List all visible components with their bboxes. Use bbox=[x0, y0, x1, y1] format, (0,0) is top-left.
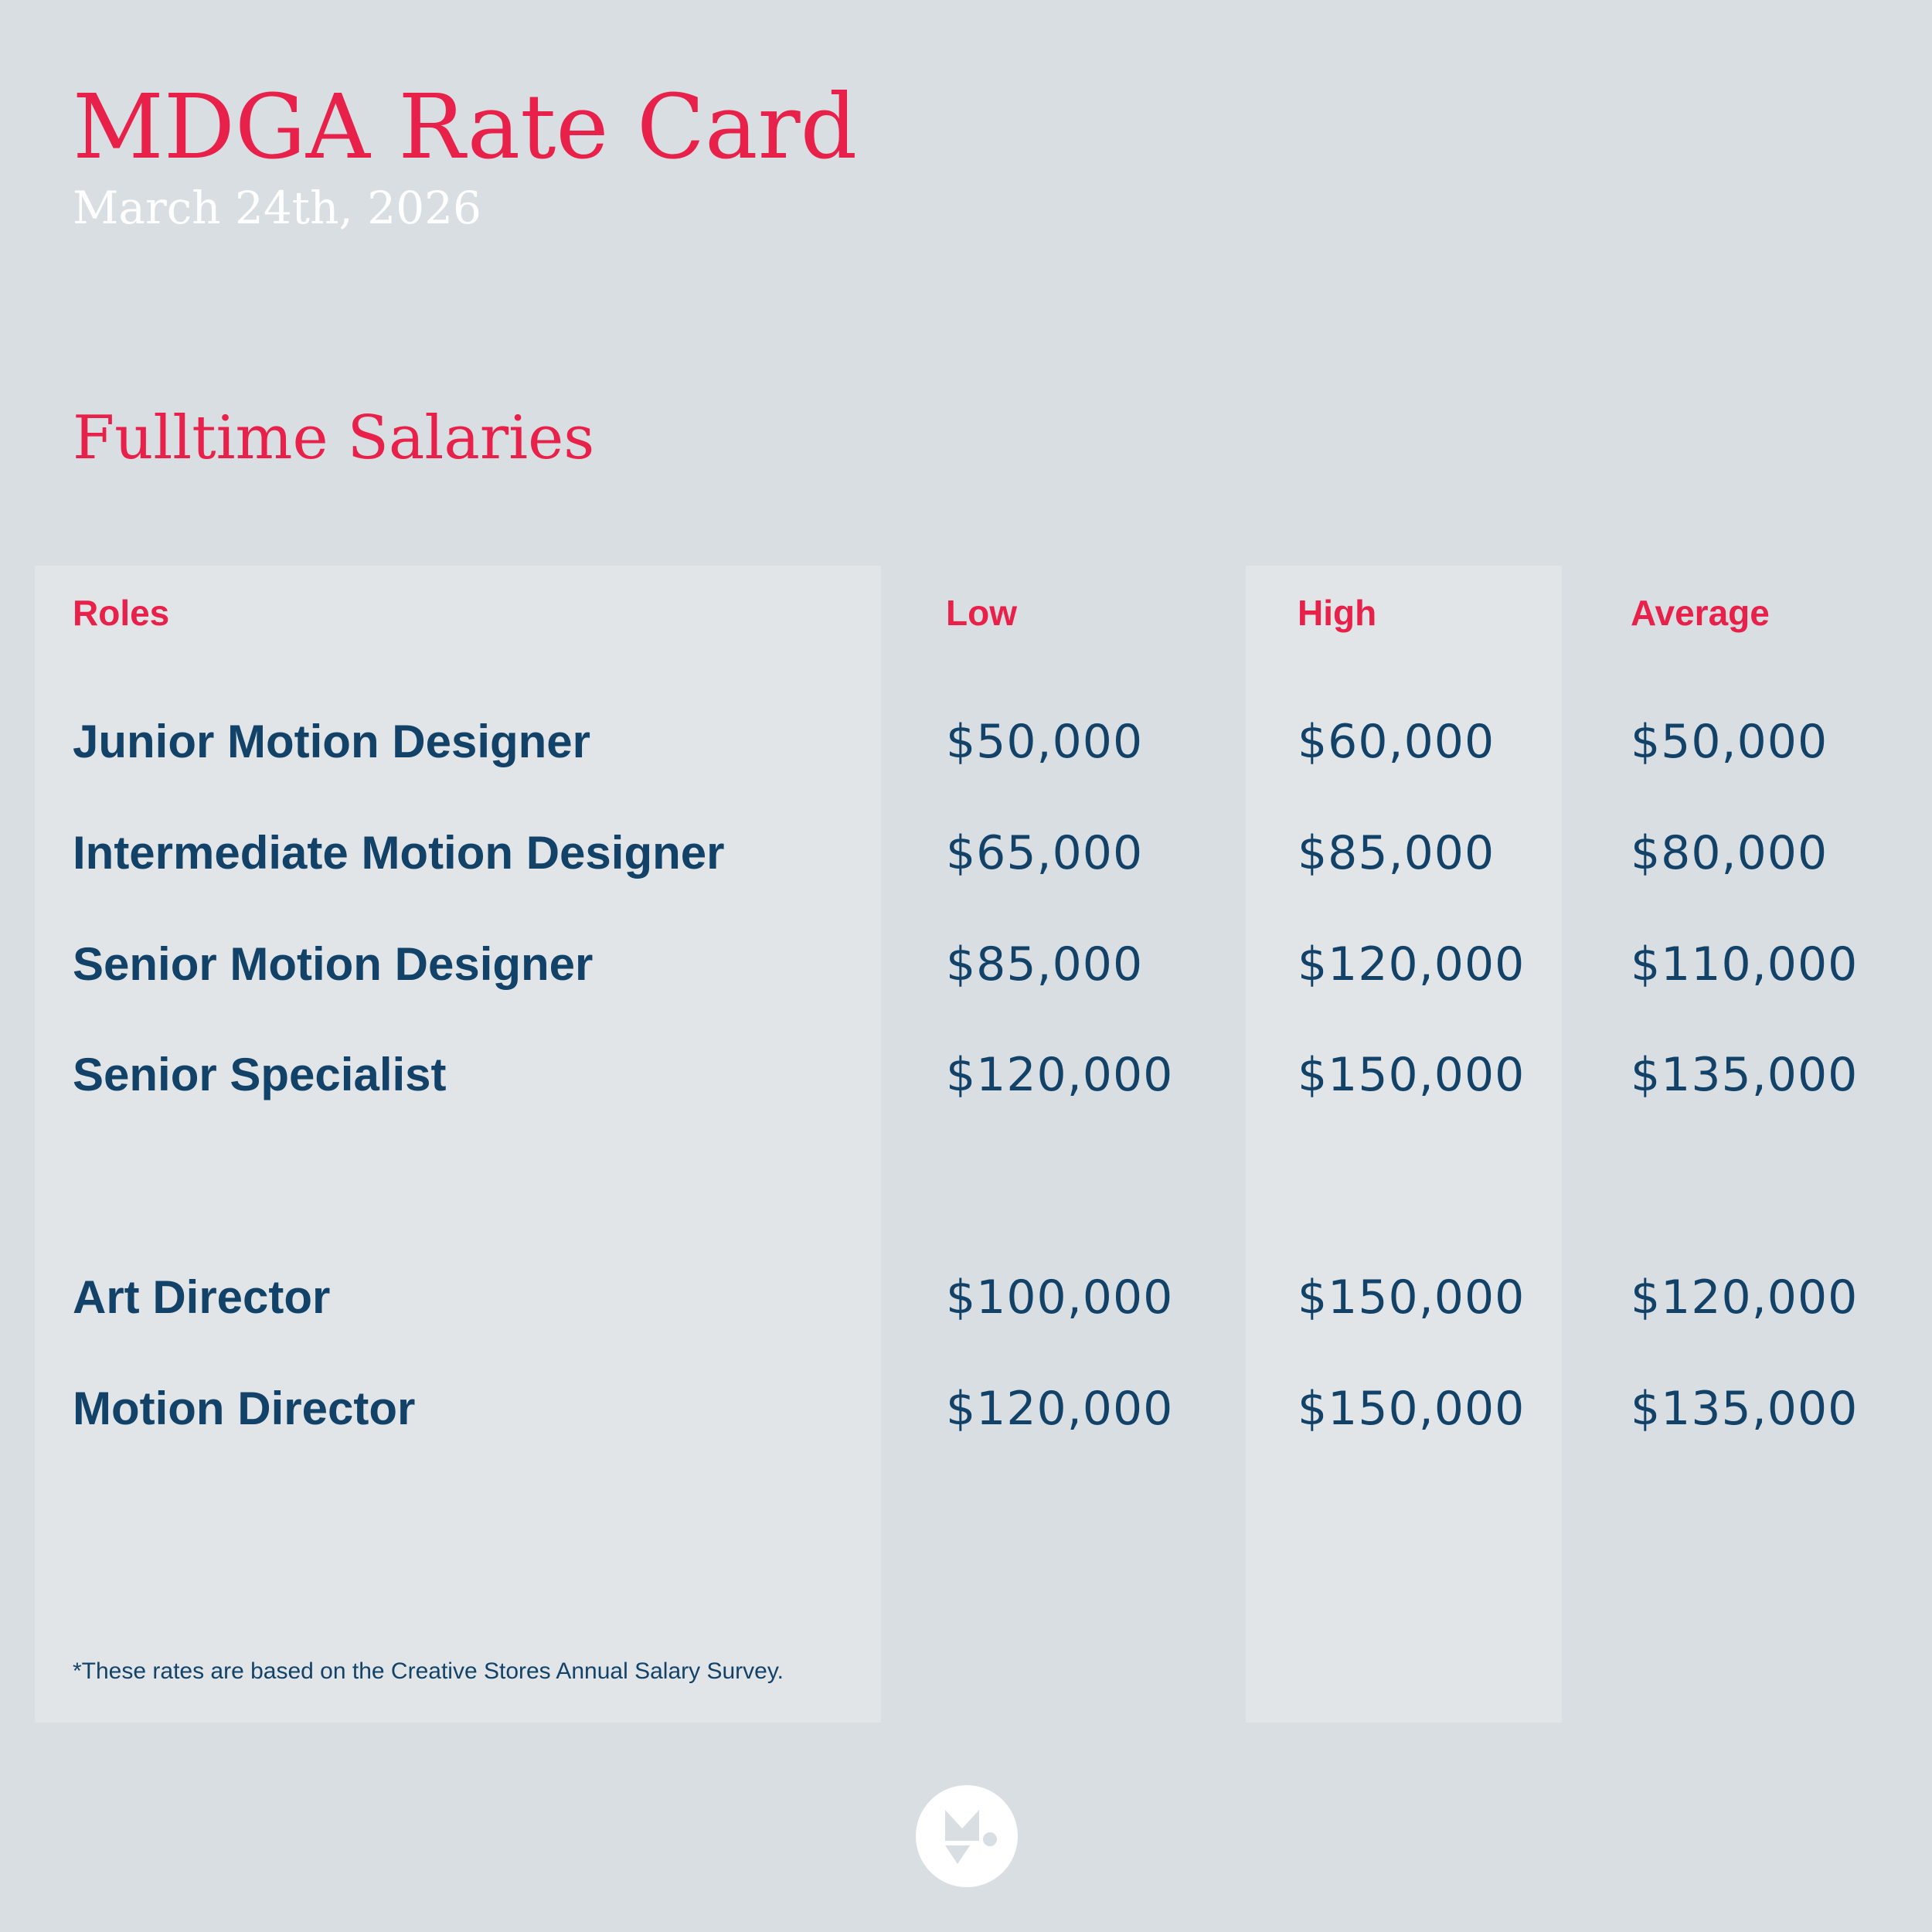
role-name: Senior Specialist bbox=[73, 1049, 447, 1100]
role-name: Senior Motion Designer bbox=[73, 938, 594, 990]
average-value: $50,000 bbox=[1631, 715, 1828, 769]
page-title: MDGA Rate Card bbox=[73, 76, 858, 179]
table-row bbox=[0, 930, 1932, 999]
table-row bbox=[0, 1374, 1932, 1444]
role-name: Junior Motion Designer bbox=[73, 716, 591, 767]
high-value: $120,000 bbox=[1298, 937, 1526, 992]
high-value: $60,000 bbox=[1298, 715, 1495, 769]
role-name: Art Director bbox=[73, 1271, 331, 1323]
date-label: March 24th, 2026 bbox=[73, 182, 481, 234]
footnote: *These rates are based on the Creative Stores Annual Salary Survey. bbox=[73, 1658, 784, 1684]
high-value: $150,000 bbox=[1298, 1382, 1526, 1436]
high-value: $150,000 bbox=[1298, 1270, 1526, 1325]
average-value: $80,000 bbox=[1631, 826, 1828, 880]
column-header-low: Low bbox=[946, 593, 1017, 633]
table-row bbox=[0, 1263, 1932, 1332]
high-value: $85,000 bbox=[1298, 826, 1495, 880]
role-name: Intermediate Motion Designer bbox=[73, 827, 725, 879]
low-value: $100,000 bbox=[946, 1270, 1174, 1325]
average-value: $135,000 bbox=[1631, 1382, 1859, 1436]
table-row bbox=[0, 707, 1932, 777]
column-header-average: Average bbox=[1631, 593, 1770, 633]
mdga-logo-icon bbox=[916, 1785, 1018, 1887]
low-value: $120,000 bbox=[946, 1048, 1174, 1102]
column-header-high: High bbox=[1298, 593, 1377, 633]
column-header-roles: Roles bbox=[73, 593, 170, 633]
low-value: $65,000 bbox=[946, 826, 1144, 880]
low-value: $85,000 bbox=[946, 937, 1144, 992]
high-value: $150,000 bbox=[1298, 1048, 1526, 1102]
table-row bbox=[0, 1040, 1932, 1110]
average-value: $110,000 bbox=[1631, 937, 1859, 992]
table-row bbox=[0, 818, 1932, 888]
section-title: Fulltime Salaries bbox=[73, 403, 595, 473]
average-value: $120,000 bbox=[1631, 1270, 1859, 1325]
low-value: $120,000 bbox=[946, 1382, 1174, 1436]
average-value: $135,000 bbox=[1631, 1048, 1859, 1102]
role-name: Motion Director bbox=[73, 1383, 416, 1434]
low-value: $50,000 bbox=[946, 715, 1144, 769]
